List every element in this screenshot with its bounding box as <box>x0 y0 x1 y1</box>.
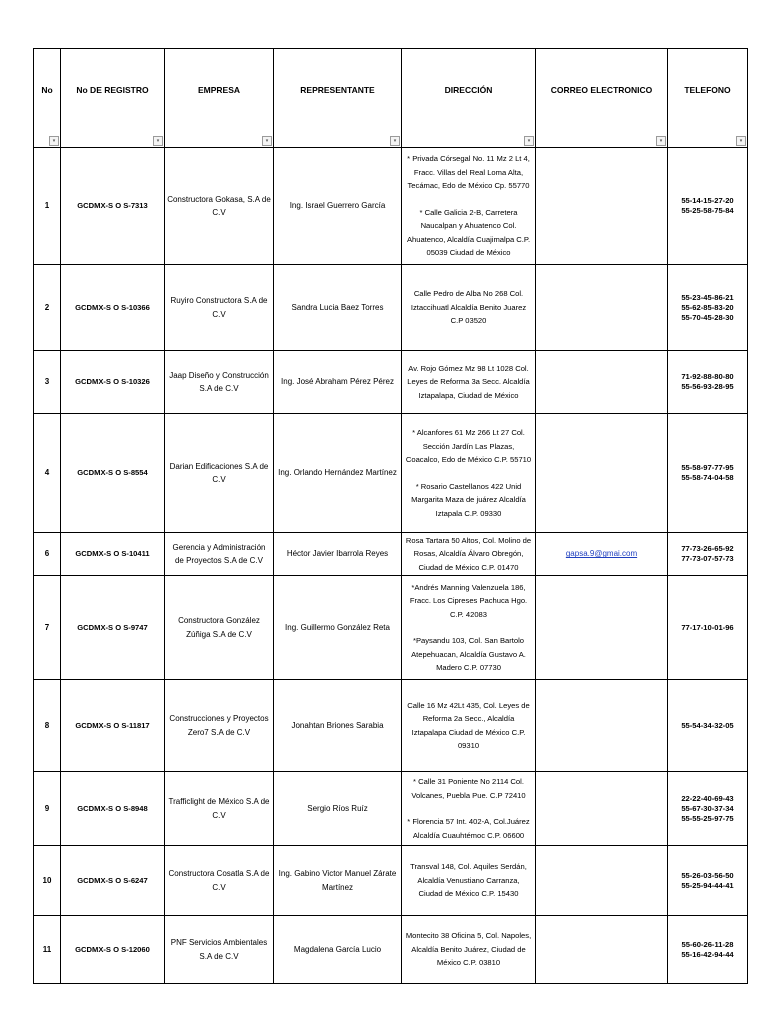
email-link[interactable]: gapsa.9@gmai.com <box>565 549 638 559</box>
email-cell <box>536 916 668 984</box>
address-cell <box>402 846 536 916</box>
table-row <box>34 533 748 576</box>
email-cell <box>536 148 668 265</box>
row-number: 9 <box>34 772 61 846</box>
phone-number: 55-14-15-27-20 <box>681 196 734 205</box>
address-line: * Florencia 57 Int. 402-A, Col.Juárez Alcaldía Cuauhtémoc C.P. 06600 <box>407 817 530 840</box>
row-number: 3 <box>34 351 61 414</box>
address-cell <box>402 265 536 351</box>
dropdown-arrow-icon[interactable]: ▾ <box>390 136 400 146</box>
phone-number: 55-60-26-11-28 <box>681 939 734 949</box>
company-name: Constructora Gokasa, S.A de C.V <box>165 148 274 265</box>
phone-number: 55-58-74-04-58 <box>681 473 734 482</box>
dropdown-arrow-icon[interactable]: ▾ <box>656 136 666 146</box>
address-line: * Calle Galicia 2-B, Carretera Naucalpan y Ahuatenco Col. Ahuatenco, Alcaldía Cuajimalpa C.P. 05039 Ciudad de México <box>406 207 531 258</box>
address-line: Calle 16 Mz 42Lt 435, Col. Leyes de Reforma 2a Secc., Alcaldía Iztapalapa Ciudad de México C.P. 09310 <box>407 700 530 750</box>
dropdown-arrow-icon[interactable]: ▾ <box>524 136 534 146</box>
table-row <box>34 351 748 414</box>
registration-number: GCDMX-S O S-8948 <box>61 772 165 846</box>
representative-name: Ing. Gabino Victor Manuel Zárate Martínez <box>274 846 402 916</box>
col-telefono-header <box>668 49 748 148</box>
phone-number: 55-54-34-32-05 <box>681 720 734 730</box>
table-body <box>34 148 748 984</box>
phone-cell <box>668 680 748 772</box>
phone-number: 55-23-45-86-21 <box>681 292 734 302</box>
representative-name: Magdalena García Lucio <box>274 916 402 984</box>
address-cell <box>402 916 536 984</box>
registration-number: GCDMX-S O S-10411 <box>61 533 165 576</box>
dropdown-arrow-icon[interactable]: ▾ <box>262 136 272 146</box>
phone-cell <box>668 846 748 916</box>
phone-number: 55-56-93-28-95 <box>681 382 734 391</box>
address-cell <box>402 148 536 265</box>
phone-cell <box>668 576 748 680</box>
address-line: Av. Rojo Gómez Mz 98 Lt 1028 Col. Leyes de Reforma 3a Secc. Alcaldía Iztapalapa, Ciudad de México <box>407 363 530 400</box>
table-row <box>34 414 748 533</box>
phone-cell <box>668 265 748 351</box>
registration-number: GCDMX-S O S-11817 <box>61 680 165 772</box>
col-direccion-header <box>402 49 536 148</box>
representative-name: Sandra Lucia Baez Torres <box>274 265 402 351</box>
representative-name: Sergio Ríos Ruíz <box>274 772 402 846</box>
dropdown-arrow-icon[interactable]: ▾ <box>49 136 59 146</box>
registration-number: GCDMX-S O S-10366 <box>61 265 165 351</box>
registration-number: GCDMX-S O S-7313 <box>61 148 165 265</box>
phone-number: 77-73-26-65-92 <box>681 544 734 553</box>
table-row <box>34 265 748 351</box>
phone-number: 55-26-03-56-50 <box>681 870 734 880</box>
address-spacer <box>405 621 532 634</box>
email-cell <box>536 846 668 916</box>
row-number: 4 <box>34 414 61 533</box>
phone-cell <box>668 916 748 984</box>
representative-name: Ing. Israel Guerrero García <box>274 148 402 265</box>
row-number: 11 <box>34 916 61 984</box>
phone-number: 77-17-10-01-96 <box>681 622 734 632</box>
email-cell <box>536 414 668 533</box>
phone-cell <box>668 351 748 414</box>
registration-number: GCDMX-S O S-6247 <box>61 846 165 916</box>
phone-number: 55-62-85-83-20 <box>681 302 734 312</box>
representative-name: Ing. José Abraham Pérez Pérez <box>274 351 402 414</box>
registration-number: GCDMX-S O S-8554 <box>61 414 165 533</box>
address-line: * Alcanfores 61 Mz 266 Lt 27 Col. Sección Jardín Las Plazas, Coacalco, Edo de México C.P. 55710 <box>405 428 532 464</box>
company-name: PNF Servicios Ambientales S.A de C.V <box>165 916 274 984</box>
col-empresa-label: EMPRESA <box>197 85 241 95</box>
col-correo-label: CORREO ELECTRONICO <box>550 85 653 95</box>
col-telefono-label: TELEFONO <box>684 85 731 95</box>
phone-number: 55-16-42-94-44 <box>681 949 734 959</box>
phone-number: 71-92-88-80-80 <box>681 372 734 381</box>
representative-name: Ing. Orlando Hernández Martínez <box>274 414 402 533</box>
address-cell <box>402 576 536 680</box>
phone-cell <box>668 772 748 846</box>
col-correo-header <box>536 49 668 148</box>
phone-number: 55-58-97-77-95 <box>681 463 734 472</box>
table-row <box>34 772 748 846</box>
address-spacer <box>405 802 532 815</box>
representative-name: Ing. Guillermo González Reta <box>274 576 402 680</box>
address-spacer <box>405 467 532 480</box>
address-line: Montecito 38 Oficina 5, Col. Napoles, Alcaldía Benito Juárez, Ciudad de México C.P. 03810 <box>405 931 532 968</box>
address-line: *Paysandu 103, Col. San Bartolo Atepehuacan, Alcaldía Gustavo A. Madero C.P. 07730 <box>411 636 526 672</box>
phone-cell <box>668 414 748 533</box>
email-cell <box>536 533 668 576</box>
address-line: * Rosario Castellanos 422 Unid Margarita Maza de juárez Alcaldía Iztapala C.P. 09330 <box>411 481 526 518</box>
representative-name: Jonahtan Briones Sarabia <box>274 680 402 772</box>
col-direccion-label: DIRECCIÓN <box>444 85 493 95</box>
col-representante-header <box>274 49 402 148</box>
representative-name: Héctor Javier Ibarrola Reyes <box>274 533 402 576</box>
address-line: *Andrés Manning Valenzuela 186, Fracc. Los Cipreses Pachuca Hgo. C.P. 42083 <box>409 582 528 619</box>
table-row <box>34 846 748 916</box>
address-spacer <box>405 193 532 206</box>
table-row <box>34 916 748 984</box>
phone-number: 55-55-25-97-75 <box>681 813 734 823</box>
company-name: Ruyiro Constructora S.A de C.V <box>165 265 274 351</box>
phone-number: 55-25-94-44-41 <box>681 880 734 890</box>
col-no-label: No <box>41 85 53 95</box>
address-cell <box>402 680 536 772</box>
phone-cell <box>668 533 748 576</box>
row-number: 8 <box>34 680 61 772</box>
header-row <box>34 49 748 148</box>
table-row <box>34 576 748 680</box>
registration-number: GCDMX-S O S-9747 <box>61 576 165 680</box>
phone-number: 55-25-58-75-84 <box>681 206 734 215</box>
phone-number: 22-22-40-69-43 <box>681 793 734 803</box>
phone-number: 55-67-30-37-34 <box>681 803 734 813</box>
phone-number: 55-70-45-28-30 <box>681 312 734 322</box>
row-number: 2 <box>34 265 61 351</box>
phone-number: 77-73-07-57-73 <box>681 554 734 563</box>
company-name: Jaap Diseño y Construcción S.A de C.V <box>165 351 274 414</box>
email-cell <box>536 680 668 772</box>
dropdown-arrow-icon[interactable]: ▾ <box>736 136 746 146</box>
address-cell <box>402 772 536 846</box>
email-cell <box>536 265 668 351</box>
address-line: Transval 148, Col. Aquiles Serdán, Alcaldía Venustiano Carranza, Ciudad de México C.P. 15430 <box>410 862 527 899</box>
email-cell <box>536 576 668 680</box>
col-registro-label: No DE REGISTRO <box>76 85 149 95</box>
address-cell <box>402 414 536 533</box>
col-registro-header <box>61 49 165 148</box>
email-cell <box>536 772 668 846</box>
registration-number: GCDMX-S O S-12060 <box>61 916 165 984</box>
table-row <box>34 148 748 265</box>
company-name: Constructora González Zúñiga S.A de C.V <box>165 576 274 680</box>
row-number: 7 <box>34 576 61 680</box>
email-cell <box>536 351 668 414</box>
address-line: * Calle 31 Poniente No 2114 Col. Volcanes, Puebla Pue. C.P 72410 <box>411 777 526 800</box>
company-name: Constructora Cosatla S.A de C.V <box>165 846 274 916</box>
company-name: Darian Edificaciones S.A de C.V <box>165 414 274 533</box>
table-row <box>34 680 748 772</box>
contractor-registry-table <box>33 48 748 984</box>
address-line: * Privada Córsegal No. 11 Mz 2 Lt 4, Fracc. Villas del Real Loma Alta, Tecámac, Edo de México Cp. 55770 <box>407 154 530 191</box>
dropdown-arrow-icon[interactable]: ▾ <box>153 136 163 146</box>
col-representante-label: REPRESENTANTE <box>300 85 375 95</box>
address-cell <box>402 351 536 414</box>
address-cell <box>402 533 536 576</box>
address-line: Calle Pedro de Alba No 268 Col. Iztaccihuatl Alcaldía Benito Juarez C.P 03520 <box>410 289 527 326</box>
row-number: 10 <box>34 846 61 916</box>
registration-number: GCDMX-S O S-10326 <box>61 351 165 414</box>
company-name: Construcciones y Proyectos Zero7 S.A de C.V <box>165 680 274 772</box>
row-number: 6 <box>34 533 61 576</box>
company-name: Trafficlight de México S.A de C.V <box>165 772 274 846</box>
address-line: Rosa Tartara 50 Altos, Col. Molino de Rosas, Alcaldía Álvaro Obregón, Ciudad de México C.P. 01470 <box>405 535 532 572</box>
phone-cell <box>668 148 748 265</box>
row-number: 1 <box>34 148 61 265</box>
col-no-header <box>34 49 61 148</box>
company-name: Gerencia y Administración de Proyectos S.A de C.V <box>165 533 274 576</box>
col-empresa-header <box>165 49 274 148</box>
